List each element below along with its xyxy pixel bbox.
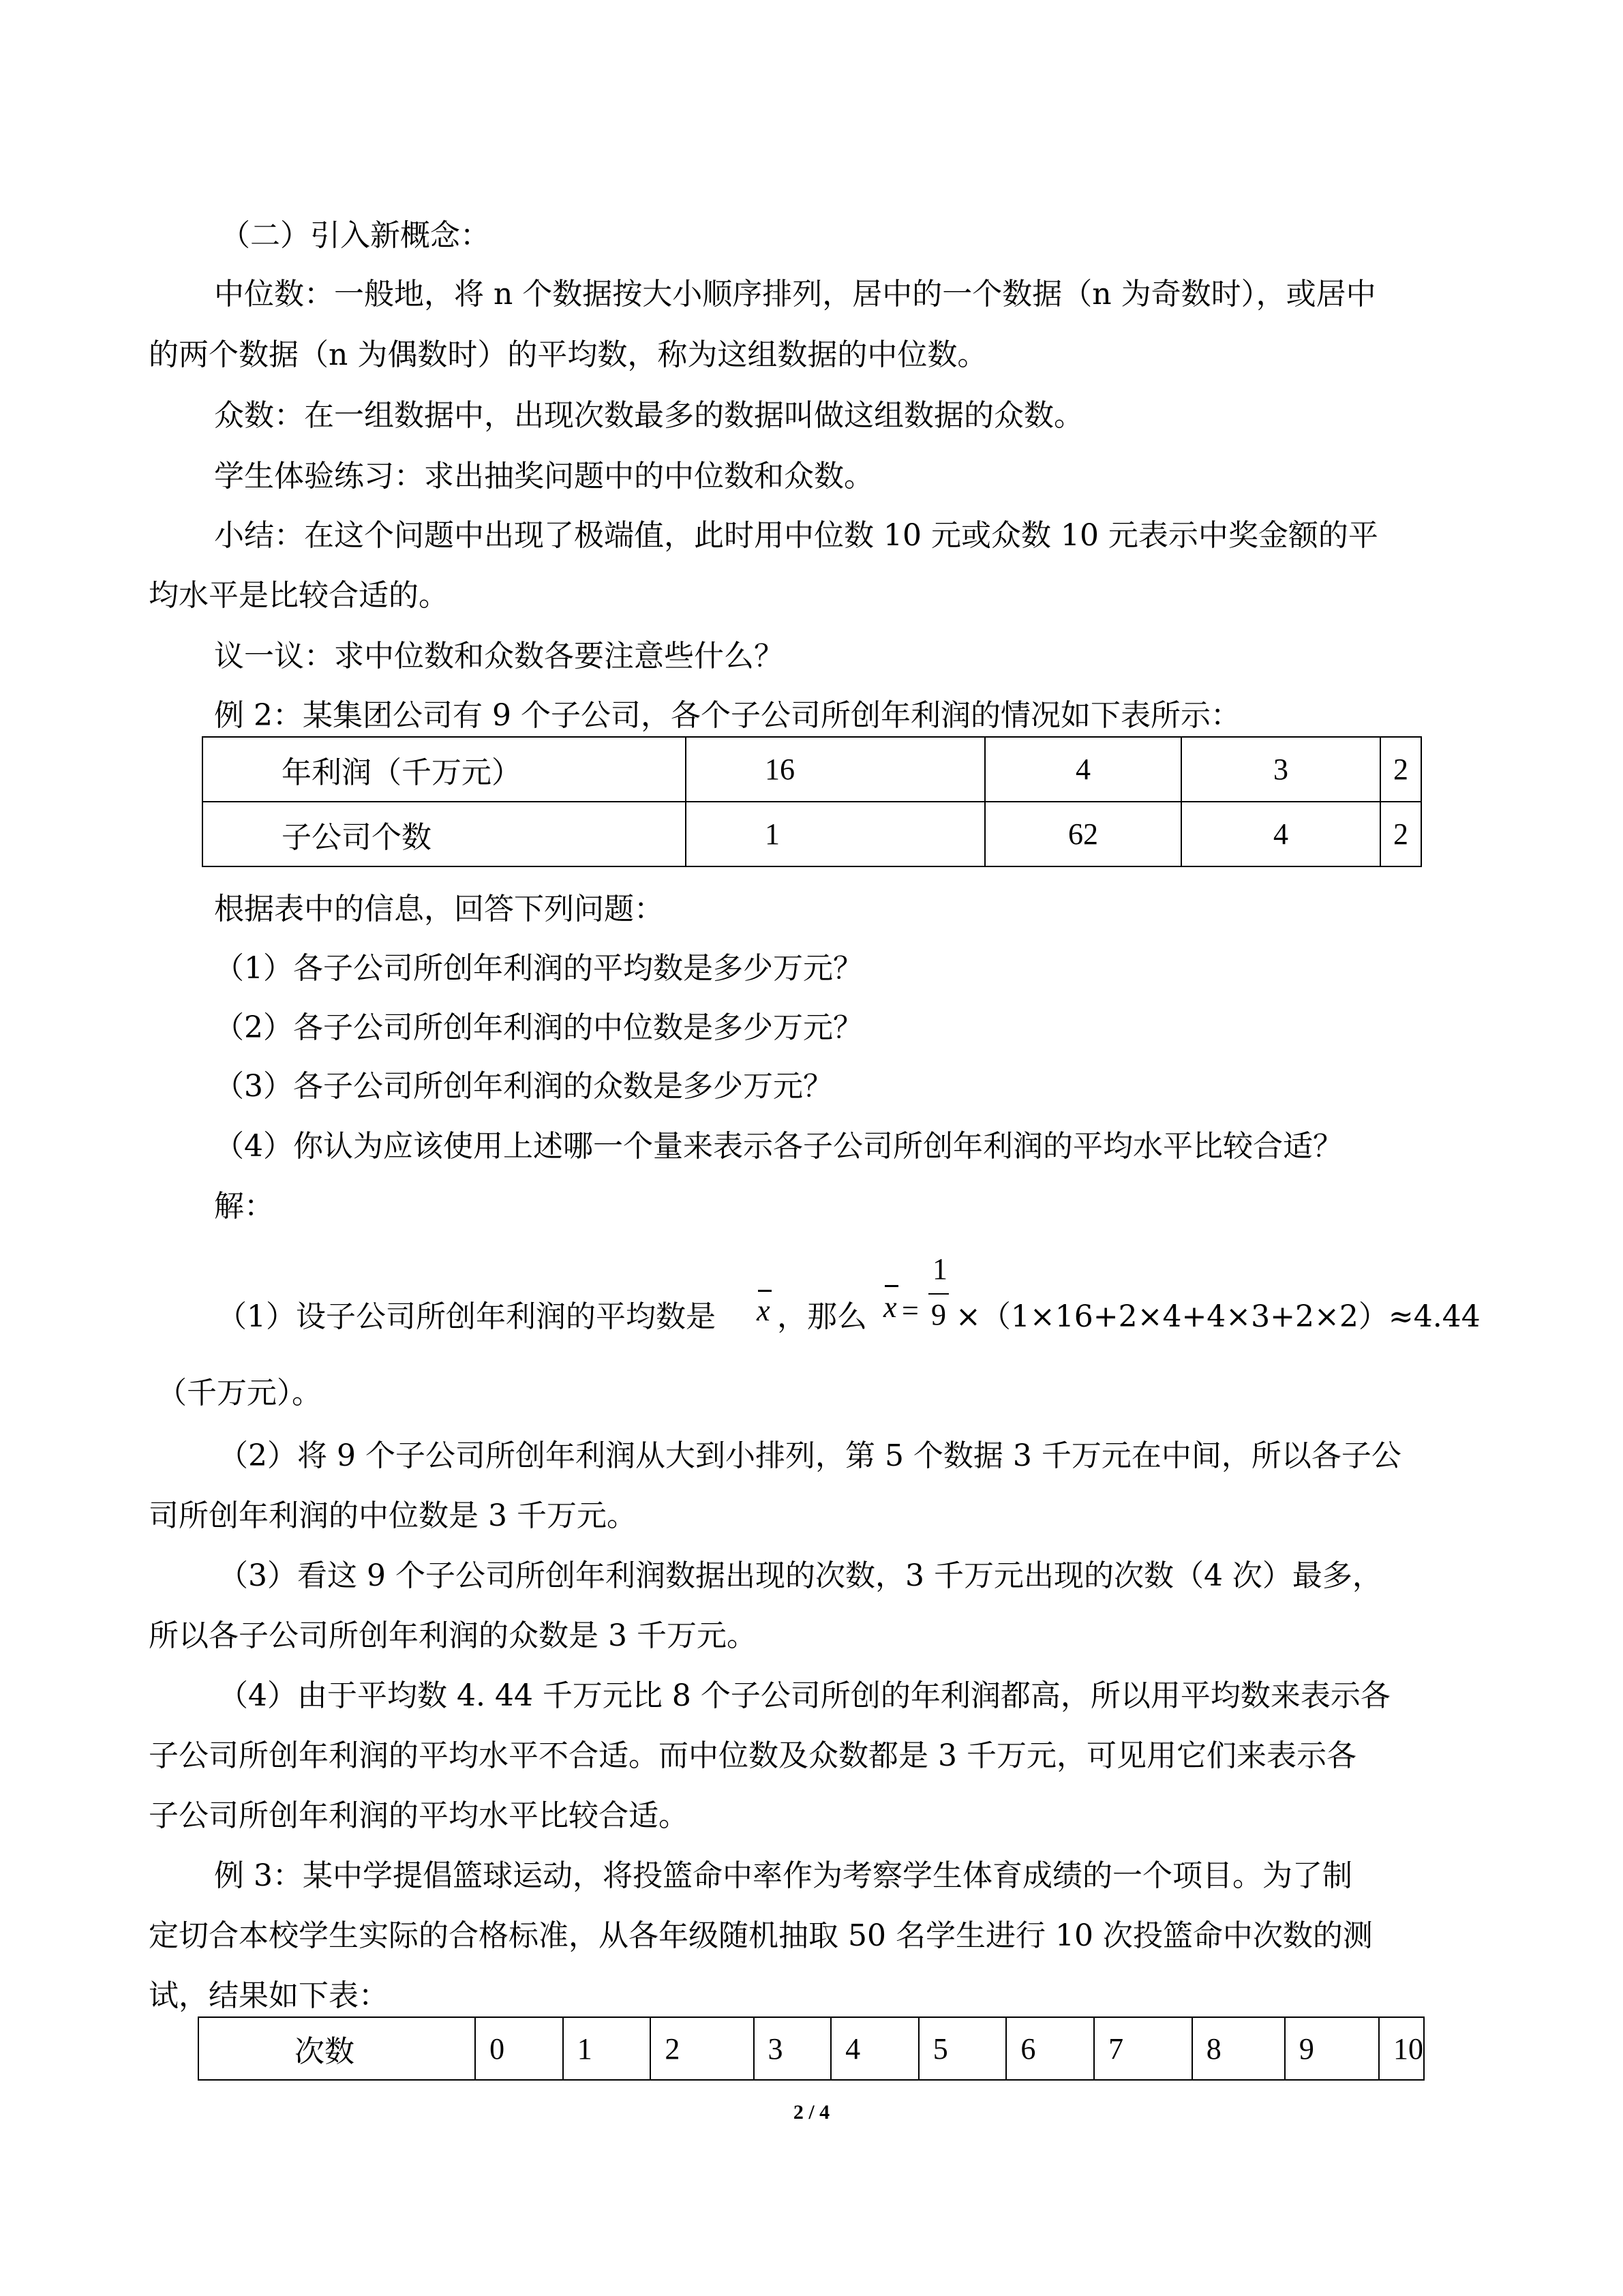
table-cell: 7: [1094, 2017, 1192, 2080]
table-header-cell: 子公司个数: [202, 802, 686, 866]
questions-intro: 根据表中的信息，回答下列问题：: [214, 892, 664, 926]
profit-table: [202, 736, 1422, 867]
example2-intro: 例 2：某集团公司有 9 个子公司，各个子公司所创年利润的情况如下表所示：: [214, 698, 1241, 733]
section-heading: （二）引入新概念：: [220, 218, 490, 253]
answer-3-cont: 所以各子公司所创年利润的众数是 3 千万元。: [149, 1618, 757, 1653]
fraction-numerator: 1: [932, 1252, 947, 1286]
answer-1-end: ×（1×16+2×4+4×3+2×2）≈4.44: [956, 1299, 1481, 1334]
table-cell: 3: [754, 2017, 832, 2080]
solution-label: 解：: [214, 1189, 274, 1224]
table-row: [198, 2017, 1424, 2080]
table-row: [202, 802, 1421, 866]
table-cell: 5: [919, 2017, 1007, 2080]
mean-bar-2: [885, 1285, 898, 1287]
summary-line-cont: 均水平是比较合适的。: [149, 578, 449, 613]
table-header-cell: 次数: [198, 2017, 475, 2080]
example3-cont: 定切合本校学生实际的合格标准，从各年级随机抽取 50 名学生进行 10 次投篮命中次数的测: [149, 1918, 1373, 1953]
answer-1-unit: （千万元）。: [157, 1376, 322, 1410]
table-cell: 9: [1285, 2017, 1379, 2080]
median-definition: 中位数：一般地，将 n 个数据按大小顺序排列，居中的一个数据（n 为奇数时），或居中: [214, 277, 1376, 312]
question-1: （1）各子公司所创年利润的平均数是多少万元？: [214, 951, 863, 986]
table-cell: 1: [563, 2017, 651, 2080]
discussion-line: 议一议：求中位数和众数各要注意些什么？: [214, 639, 784, 674]
answer-4-cont: 子公司所创年利润的平均水平不合适。而中位数及众数都是 3 千万元，可见用它们来表示各: [149, 1738, 1356, 1773]
table-cell: 6: [1006, 2017, 1094, 2080]
mean-symbol-2: x: [883, 1290, 897, 1324]
table-cell: 2: [1380, 737, 1421, 802]
table-row: [202, 737, 1421, 802]
table-cell: 62: [985, 802, 1181, 866]
answer-2-cont: 司所创年利润的中位数是 3 千万元。: [149, 1498, 637, 1533]
answer-2: （2）将 9 个子公司所创年利润从大到小排列，第 5 个数据 3 千万元在中间，所以各子公: [218, 1438, 1401, 1473]
question-4: （4）你认为应该使用上述哪一个量来表示各子公司所创年利润的平均水平比较合适？: [214, 1129, 1343, 1164]
answer-3: （3）看这 9 个子公司所创年利润数据出现的次数，3 千万元出现的次数（4 次）最多，: [218, 1558, 1382, 1593]
question-3: （3）各子公司所创年利润的众数是多少万元？: [214, 1069, 833, 1104]
answer-4: （4）由于平均数 4. 44 千万元比 8 个子公司所创的年利润都高，所以用平均数来表示各: [218, 1678, 1391, 1713]
equals-sign: =: [902, 1294, 919, 1327]
answer-1-start: （1）设子公司所创年利润的平均数是: [217, 1299, 716, 1334]
median-definition-cont: 的两个数据（n 为偶数时）的平均数，称为这组数据的中位数。: [149, 337, 988, 372]
shots-table: [198, 2016, 1425, 2081]
practice-line: 学生体验练习：求出抽奖问题中的中位数和众数。: [214, 459, 874, 494]
answer-4-end: 子公司所创年利润的平均水平比较合适。: [149, 1798, 688, 1833]
table-cell: 16: [686, 737, 985, 802]
example3-intro: 例 3：某中学提倡篮球运动，将投篮命中率作为考察学生体育成绩的一个项目。为了制: [214, 1858, 1352, 1893]
table-cell: 2: [650, 2017, 753, 2080]
table-cell: 2: [1380, 802, 1421, 866]
table-cell: 4: [831, 2017, 919, 2080]
answer-1-mid: ，那么: [777, 1299, 867, 1334]
table-cell: 4: [985, 737, 1181, 802]
fraction-bar: [928, 1293, 949, 1295]
mode-definition: 众数：在一组数据中，出现次数最多的数据叫做这组数据的众数。: [214, 398, 1084, 433]
table-cell: 10: [1379, 2017, 1424, 2080]
table-cell: 8: [1192, 2017, 1285, 2080]
table-cell: 1: [686, 802, 985, 866]
table-cell: 0: [475, 2017, 563, 2080]
table-cell: 4: [1181, 802, 1380, 866]
page-number: 2 / 4: [793, 2101, 830, 2124]
mean-symbol-1: x: [757, 1294, 770, 1327]
fraction-denominator: 9: [931, 1298, 946, 1331]
summary-line: 小结：在这个问题中出现了极端值，此时用中位数 10 元或众数 10 元表示中奖金额的平: [214, 518, 1378, 553]
table-cell: 3: [1181, 737, 1380, 802]
mean-bar-1: [758, 1290, 772, 1292]
question-2: （2）各子公司所创年利润的中位数是多少万元？: [214, 1010, 863, 1045]
table-header-cell: 年利润（千万元）: [202, 737, 686, 802]
example3-end: 试，结果如下表：: [149, 1978, 389, 2013]
